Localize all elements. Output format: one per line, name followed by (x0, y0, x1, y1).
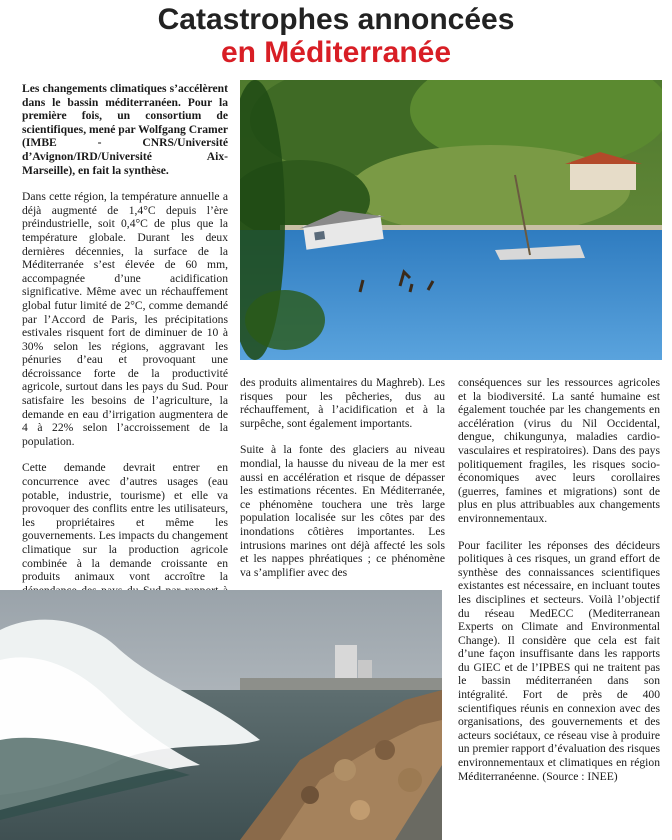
flooded-lake-photo (240, 80, 662, 360)
paragraph: Cette demande devrait entrer en concurrence avec d’autres usages (eau potable, industrie, tourisme) et elle va provoquer des conflits entre les utilisateurs, les propriétaires et même les gouvernements. Les impacts du changement climatique sur la production agricole combinée à la demande croissante en produits animaux vont accroître la (22, 461, 228, 584)
column-1 (22, 82, 228, 611)
paragraph: Dans cette région, la température annuelle a déjà augmenté de 1,4°C depuis l’ère préindustrielle, soit 0,4°C de plus que la température globale. Durant les deux dernières décennies, la surface de la Méditerranée s’est élevée de 60 mm, accompagnée d’une acidification significative. Même avec un réchauffement global futur limité de 2°C, comme demandé par l’Accord de Paris, les précipitations estivales risquent fort de diminuer de 10 à 30% selon les régions, aggravant les pénuries d’eau et provoquant une décroissance forte de la productivité agricole, surtout dans les pays du Sud. Pour satisfaire les besoins de l’agriculture, la demande en eau d’irrigation augmentera de 4 à 22% selon l’accroissement de la population. (22, 190, 228, 448)
paragraph: Suite à la fonte des glaciers au niveau mondial, la hausse du niveau de la mer est aussi en accélération et risque de dépasser les estimations récentes. En Méditerranée, ce phénomène touchera une très large population localisée sur les côtes par des inondations côtières importantes. Les intrusions marines ont déjà affecté les sols et les nappes phréatiques ; ce phénomène va s’amplifier avec des (240, 443, 445, 579)
paragraph: Pour faciliter les réponses des décideurs politiques à ces risques, un grand effort de synthèse des connaissances scientifiques existantes est nécessaire, en incluant toutes les disciplines et secteurs. Voilà l’objectif du réseau MedECC (Mediterranean Experts on Climate and Environmental Change). Il considère que cela est fait d’une façon insuffisante dans les rapports du GIEC et de l’IPBES qui ne traitent pas le bassin méditerranéen dans son intégralité. Fort de près de 400 scientifiques réunis en connexion avec des organisations, des gouvernements et des acteurs sociétaux, ce réseau vise à produire un premier rapport d’évaluation des risques environnementaux et climatiques en région Méditerranéenne. (Source : INEE) (458, 538, 660, 783)
paragraph: conséquences sur les ressources agricoles et la biodiversité. La santé humaine est également touchée par les changements en accélération (virus du Nil Occidental, dengue, chikungunya, maladies cardio-vasculaires et respiratoires). Dans des pays politiquement fragiles, les risques socio-économiques avec leurs corollaires (guerres, famines et migrations) sont de plus en plus attribuables aux changements environnementaux. (458, 376, 660, 525)
storm-wave-photo (0, 590, 442, 840)
title-line-2: en Méditerranée (220, 36, 452, 69)
column-3 (458, 376, 660, 783)
title-line-1: Catastrophes annoncées (157, 3, 515, 36)
paragraph: des produits alimentaires du Maghreb). Les risques pour les pêcheries, dus au réchauffement, à l’acidification et à la surpêche, sont également importants. (240, 376, 445, 430)
column-2 (240, 376, 445, 579)
lead-paragraph: Les changements climatiques s’accélèrent dans le bassin méditerranéen. Pour la première fois, un consortium de scientifiques, mené par Wolfgang Cramer (IMBE - CNRS/Université d’Avignon/IRD/Université Aix-Marseille), en fait la synthèse. (22, 82, 228, 177)
